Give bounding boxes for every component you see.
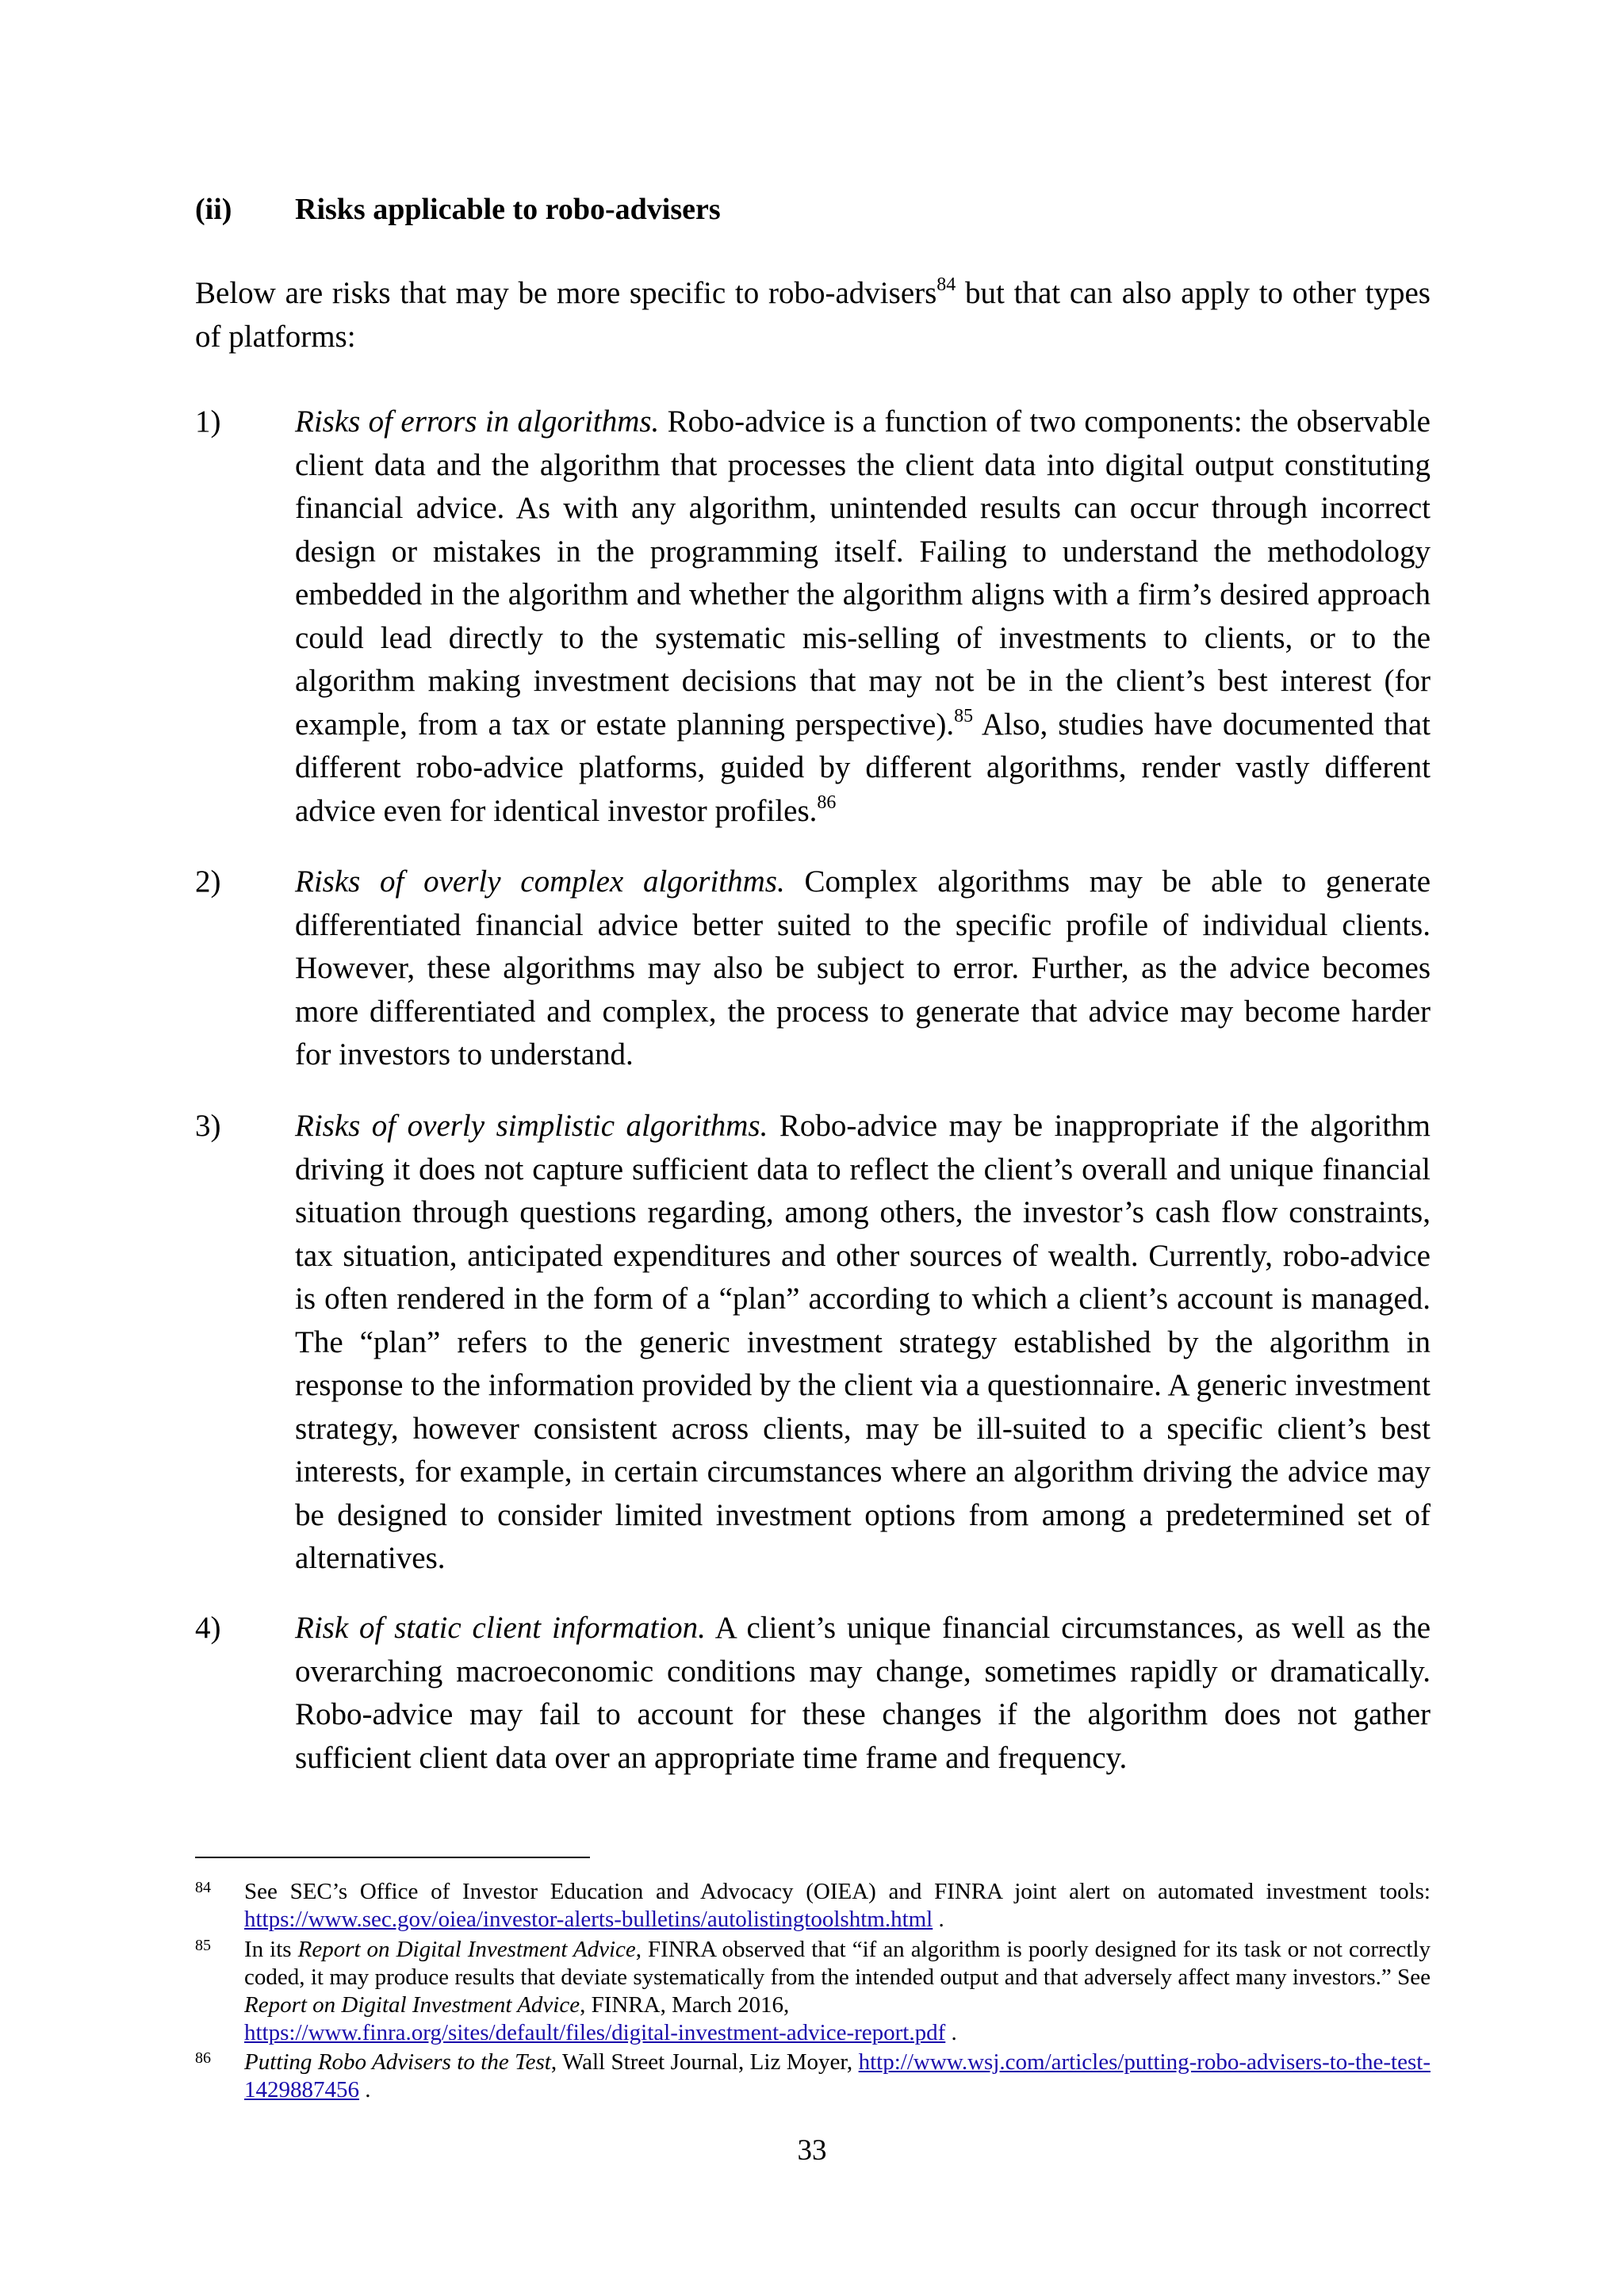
risk-item-3 [195,1105,1431,1581]
risk-item-lead: Risks of overly complex algorithms. [295,864,785,899]
footnote-84 [195,1878,1431,1934]
section-title: Risks applicable to robo-advisers [295,193,721,226]
page-number: 33 [797,2134,827,2167]
risk-item-body: Risks of errors in algorithms. Robo-advice is a function of two components: the observable client data and the algorithm that processes the client data into digital output constituting financial advice. As with any algorithm, unintended results can occur through incorrect design or mistakes in the programming itself. Failing to understand the methodology embedded in the algorithm and whether the algorithm aligns with a firm’s desired approach could lead directly to the systematic mis-selling of investments to clients, or to the algorithm making investment decisions that may not be in the client’s best interest (for example, from a tax or estate planning perspective).$^{85}$ Also, studies have documented that different robo-advice platforms, guided by different algorithms, render vastly different advice even for identical investor profiles.$^{86}$ [295,404,1431,828]
footnote-text: In its Report on Digital Investment Advice, FINRA observed that “if an algorithm is poorly designed for its task or not correctly coded, it may produce results that deviate systematically from the intended output and that adversely affect many investors.” See Report on Digital Investment Advice, FINRA, March 2016, https://www.finra.org/sites/default/files/digital-investment-advice-report.pdf . [244,1937,1431,2045]
footnote-separator [195,1857,590,1858]
footnote-86 [195,2049,1431,2104]
footnote-ref-86: 86 [817,792,837,813]
risk-item-lead: Risk of static client information. [295,1611,706,1645]
footnote-number: 84 [195,1879,211,1896]
risk-item-lead: Risks of errors in algorithms. [295,404,660,439]
risk-item-lead: Risks of overly simplistic algorithms. [295,1109,768,1143]
list-number: 1) [195,404,221,439]
footnote-85 [195,1936,1431,2047]
footnote-link-wsj[interactable]: http://www.wsj.com/articles/putting-robo-advisers-to-the-test-1429887456 [244,2049,1431,2102]
risk-item-body: Risk of static client information. A client’s unique financial circumstances, as well as the overarching macroeconomic conditions may change, sometimes rapidly or dramatically. Robo-advice may fail to account for these changes if the algorithm does not gather sufficient client data over an appropriate time frame and frequency. [295,1611,1431,1775]
section-number: (ii) [195,193,232,226]
footnote-link-sec[interactable]: https://www.sec.gov/oiea/investor-alerts-bulletins/autolistingtoolshtm.html [244,1907,933,1932]
footnote-ref-85: 85 [954,705,974,726]
list-number: 3) [195,1109,221,1143]
risk-item-4 [195,1607,1431,1780]
footnote-number: 85 [195,1937,211,1954]
risk-item-1 [195,401,1431,833]
list-number: 4) [195,1611,221,1645]
risk-item-body: Risks of overly simplistic algorithms. Robo-advice may be inappropriate if the algorithm driving it does not capture sufficient data to reflect the client’s overall and unique financial situation through questions regarding, among others, the investor’s cash flow constraints, tax situation, anticipated expenditures and other sources of wealth. Currently, robo-advice is often rendered in the form of a “plan” according to which a client’s account is managed. The “plan” refers to the generic investment strategy established by the algorithm in response to the information provided by the client via a questionnaire. A generic investment strategy, however consistent across clients, may be ill-suited to a specific client’s best interests, for example, in certain circumstances where an algorithm driving the advice may be designed to consider limited investment options from among a predetermined set of alternatives. [295,1109,1431,1575]
risk-item-body: Risks of overly complex algorithms. Complex algorithms may be able to generate differentiated financial advice better suited to the specific profile of individual clients. However, these algorithms may also be subject to error. Further, as the advice becomes more differentiated and complex, the process to generate that advice may become harder for investors to understand. [295,864,1431,1071]
footnote-number: 86 [195,2049,211,2067]
footnote-text: See SEC’s Office of Investor Education and Advocacy (OIEA) and FINRA joint alert on automated investment tools: https://www.sec.gov/oiea/investor-alerts-bulletins/autolistingtoolshtm.html . [244,1879,1431,1932]
risk-item-2 [195,861,1431,1077]
footnote-ref-84: 84 [936,274,956,295]
footnote-link-finra[interactable]: https://www.finra.org/sites/default/files/digital-investment-advice-report.pdf [244,2020,946,2045]
footnote-text: Putting Robo Advisers to the Test, Wall Street Journal, Liz Moyer, http://www.wsj.com/articles/putting-robo-advisers-to-the-test-1429887456 . [244,2049,1431,2102]
intro-paragraph: Below are risks that may be more specific to robo-advisers$^{84}$ but that can also apply to other types of platforms: [195,274,1431,354]
list-number: 2) [195,864,221,899]
